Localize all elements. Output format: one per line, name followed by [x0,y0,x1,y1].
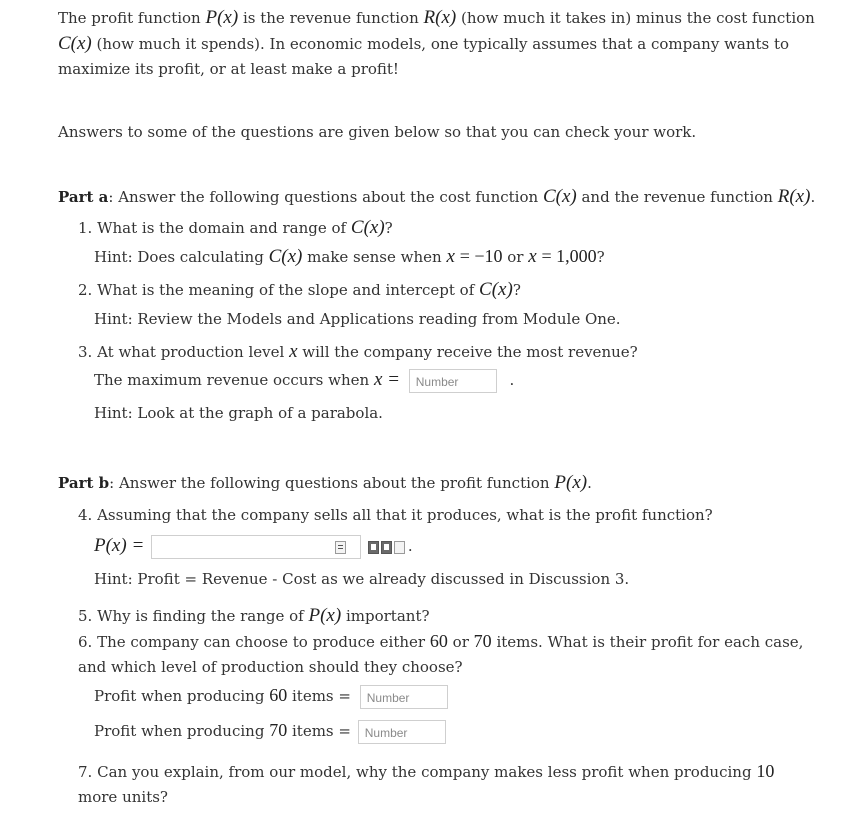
intro-text-4: (how much it spends). In economic models, one typically assumes that a company wants to maximize its profit, or at least make a profit! [58,35,790,78]
question-1 [78,215,808,241]
part-b-label: Part b [58,474,110,492]
profit-70-input[interactable]: Number [358,720,446,744]
q1-hint-value-2: = 1,000 [541,246,597,266]
q1-number: 1. [78,219,93,237]
document-icon[interactable] [394,541,405,554]
q7-value-10: 10 [756,761,775,781]
intro-paragraph [58,5,818,82]
question-6 [78,629,808,680]
q3-number: 3. [78,343,93,361]
profit-function-symbol: P(x) [205,7,239,28]
q6-60-equals: items = [292,687,351,705]
intro-text-3: (how much it takes in) minus the cost function [461,9,815,27]
q4-hint: Hint: Profit = Revenue - Cost as we already discussed in Discussion 3. [94,570,630,588]
q6-or: or [452,633,469,651]
q6-60-number: 60 [269,685,288,705]
q4-number: 4. [78,506,93,524]
q5-profit-symbol: P(x) [308,605,342,626]
q6-value-70: 70 [473,631,492,651]
q1-hint-x2: x [528,246,537,267]
part-a-text-1: : Answer the following questions about the cost function [108,188,539,206]
q4-profit-lhs: P(x) = [94,535,145,556]
part-b-heading [58,470,818,496]
q3-text-1: At what production level [97,343,285,361]
q4-period: . [407,537,413,555]
q1-cost-symbol: C(x) [350,217,385,238]
part-a-cost-symbol: C(x) [542,186,577,207]
preview-icon[interactable] [335,541,346,554]
intro-text-2: is the revenue function [242,9,419,27]
part-a-text-2: and the revenue function [581,188,773,206]
q4-answer-row [94,533,814,559]
q5-text-2: important? [345,607,430,625]
question-3 [78,339,808,365]
q3-text-2: will the company receive the most revenue? [302,343,638,361]
part-b-profit-symbol: P(x) [554,472,588,493]
q6-60-label: Profit when producing [94,687,265,705]
q2-question-mark: ? [512,281,521,299]
profit-function-input[interactable] [151,535,361,559]
q6-70-label: Profit when producing [94,722,265,740]
formula-editor-icon[interactable] [368,541,379,554]
max-revenue-input[interactable]: Number [409,369,497,393]
q6-answer-70 [94,718,814,744]
question-5 [78,603,808,629]
answers-note: Answers to some of the questions are given below so that you can check your work. [58,123,697,141]
q6-text-1: The company can choose to produce either [97,633,426,651]
q1-question-mark: ? [384,219,393,237]
q1-hint-or: or [507,248,524,266]
q2-number: 2. [78,281,93,299]
q6-70-number: 70 [269,720,288,740]
q1-hint-question-mark: ? [596,248,605,266]
q3-hint: Hint: Look at the graph of a parabola. [94,404,383,422]
intro-text-1: The profit function [58,9,201,27]
part-a-period: . [810,188,816,206]
q1-hint-cost-symbol: C(x) [268,246,303,267]
q1-hint-value-1: = −10 [459,246,503,266]
q3-x-symbol: x [289,341,298,362]
q3-answer-row [94,367,814,393]
q6-text-2: items. What is their profit for each case, and which level of production should they choose? [78,633,804,676]
q6-value-60: 60 [429,631,448,651]
help-icon[interactable] [381,541,392,554]
q1-hint-text-2: make sense when [307,248,442,266]
q6-answer-60 [94,683,814,709]
part-a-label: Part a [58,188,109,206]
q7-text-1: Can you explain, from our model, why the company makes less profit when producing [97,763,752,781]
question-7 [78,759,808,810]
q1-hint [94,244,814,270]
q1-hint-x1: x [446,246,455,267]
q3-prompt: The maximum revenue occurs when [94,371,370,389]
q6-70-equals: items = [292,722,351,740]
q2-hint: Hint: Review the Models and Applications reading from Module One. [94,310,621,328]
cost-function-symbol: C(x) [58,33,92,54]
q1-text: What is the domain and range of [97,219,347,237]
q2-cost-symbol: C(x) [479,279,513,300]
q3-x-equals: x = [373,369,400,390]
profit-60-input[interactable]: Number [360,685,448,709]
q5-number: 5. [78,607,93,625]
q1-hint-text-1: Hint: Does calculating [94,248,264,266]
q4-text: Assuming that the company sells all that it produces, what is the profit function? [97,506,713,524]
part-b-period: . [587,474,592,492]
q7-text-2: more units? [78,788,168,806]
part-b-text: : Answer the following questions about the profit function [109,474,550,492]
part-a-revenue-symbol: R(x) [777,186,811,207]
question-4 [78,503,808,528]
q2-text: What is the meaning of the slope and intercept of [97,281,475,299]
question-2 [78,277,808,303]
part-a-heading [58,184,818,210]
q3-period: . [509,371,515,389]
q6-number: 6. [78,633,93,651]
q5-text-1: Why is finding the range of [97,607,304,625]
revenue-function-symbol: R(x) [423,7,457,28]
q7-number: 7. [78,763,93,781]
